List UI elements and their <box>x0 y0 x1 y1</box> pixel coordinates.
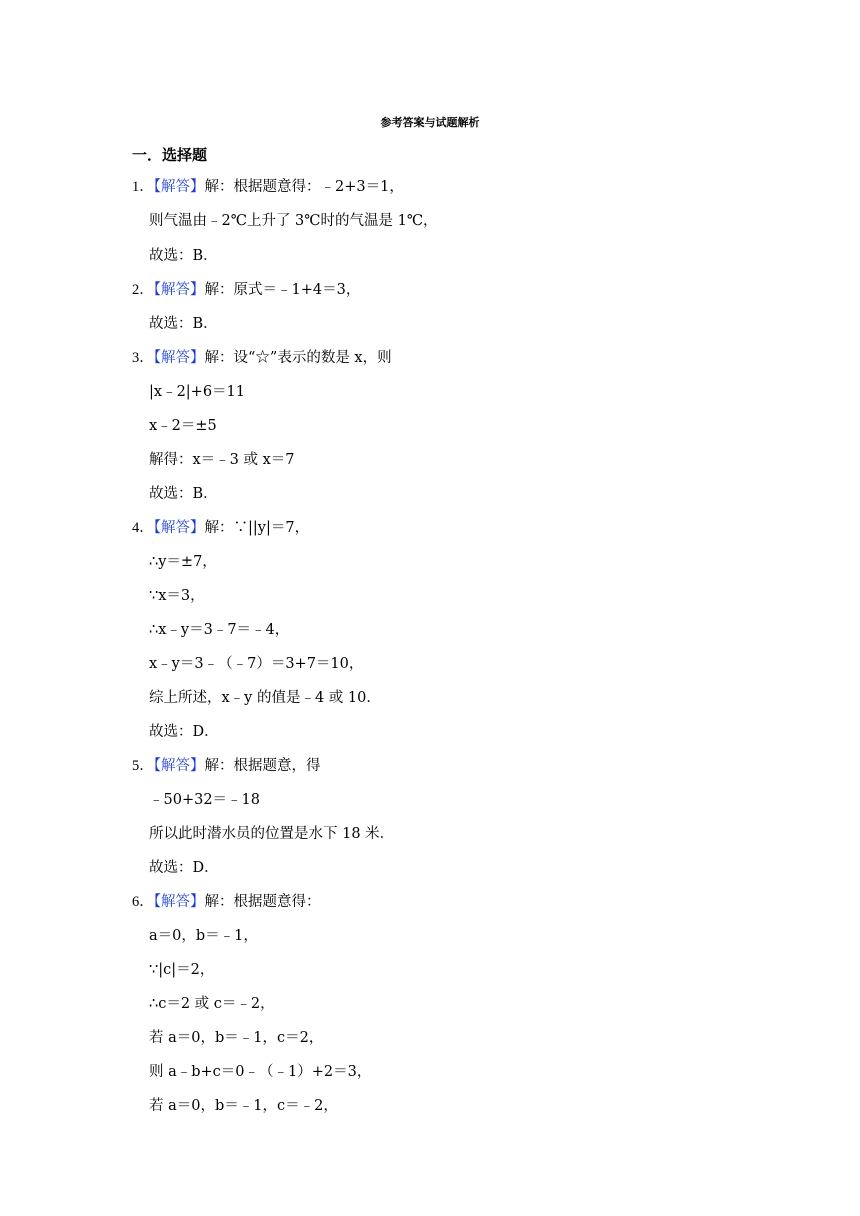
question-answer-line <box>132 756 321 776</box>
solution-step-line: 故选：B． <box>149 316 218 332</box>
solution-step-line: 故选：B． <box>149 248 218 264</box>
solution-step-line: 则气温由﹣2℃上升了 3℃时的气温是 1℃， <box>149 213 438 229</box>
question-answer-line <box>132 348 392 368</box>
question-answer-line <box>132 518 309 538</box>
answer-tag: 【解答】 <box>153 520 205 536</box>
question-number: 1． <box>132 179 154 195</box>
solution-text: 解：根据题意得： <box>204 894 321 910</box>
question-number: 2． <box>132 282 154 298</box>
question-answer-line <box>132 892 321 912</box>
solution-text: 解：根据题意，得 <box>204 758 321 774</box>
answer-tag: 【解答】 <box>153 179 205 195</box>
answer-tag: 【解答】 <box>153 894 205 910</box>
solution-text: 解：设“☆”表示的数是 x，则 <box>204 350 392 366</box>
solution-text: 解：∵||y|＝7， <box>204 520 310 536</box>
solution-step-line: 则 a﹣b+c＝0﹣（﹣1）+2＝3， <box>149 1064 372 1080</box>
solution-step-line: 若 a＝0，b＝﹣1，c＝2， <box>149 1030 324 1046</box>
solution-step-line: 故选：D． <box>149 860 219 876</box>
question-number: 4． <box>132 520 154 536</box>
question-answer-line <box>132 177 404 197</box>
solution-text: 解：根据题意得：﹣2+3＝1， <box>204 179 404 195</box>
solution-step-line: ∴x﹣y＝3﹣7＝﹣4， <box>149 622 290 638</box>
solution-step-line: 故选：D． <box>149 724 219 740</box>
section-heading: 一．选择题 <box>132 146 208 164</box>
solution-step-line: ∴y＝±7， <box>149 554 217 570</box>
question-number: 6． <box>132 894 154 910</box>
solution-step-line: ∵|c|＝2， <box>149 962 215 978</box>
answer-tag: 【解答】 <box>153 758 205 774</box>
question-number: 5． <box>132 758 154 774</box>
solution-step-line: |x﹣2|+6＝11 <box>149 384 245 400</box>
page-title: 参考答案与试题解析 <box>380 116 480 129</box>
solution-step-line: x﹣2＝±5 <box>149 418 217 434</box>
solution-step-line: 综上所述，x﹣y 的值是﹣4 或 10． <box>149 690 381 706</box>
solution-step-line: 解得：x＝﹣3 或 x＝7 <box>149 452 295 468</box>
solution-step-line: 所以此时潜水员的位置是水下 18 米． <box>149 826 395 842</box>
solution-step-line: 故选：B． <box>149 486 218 502</box>
solution-step-line: ∴c＝2 或 c＝﹣2， <box>149 996 275 1012</box>
answer-tag: 【解答】 <box>153 282 205 298</box>
answer-tag: 【解答】 <box>153 350 205 366</box>
question-answer-line <box>132 280 360 300</box>
question-number: 3． <box>132 350 154 366</box>
solution-step-line: ﹣50+32＝﹣18 <box>149 792 261 808</box>
solution-step-line: ∵x＝3， <box>149 588 205 604</box>
solution-step-line: a＝0，b＝﹣1， <box>149 928 258 944</box>
solution-step-line: x﹣y＝3﹣（﹣7）＝3+7＝10， <box>149 656 364 672</box>
solution-text: 解：原式＝﹣1+4＝3， <box>204 282 361 298</box>
solution-step-line: 若 a＝0，b＝﹣1，c＝﹣2， <box>149 1098 338 1114</box>
